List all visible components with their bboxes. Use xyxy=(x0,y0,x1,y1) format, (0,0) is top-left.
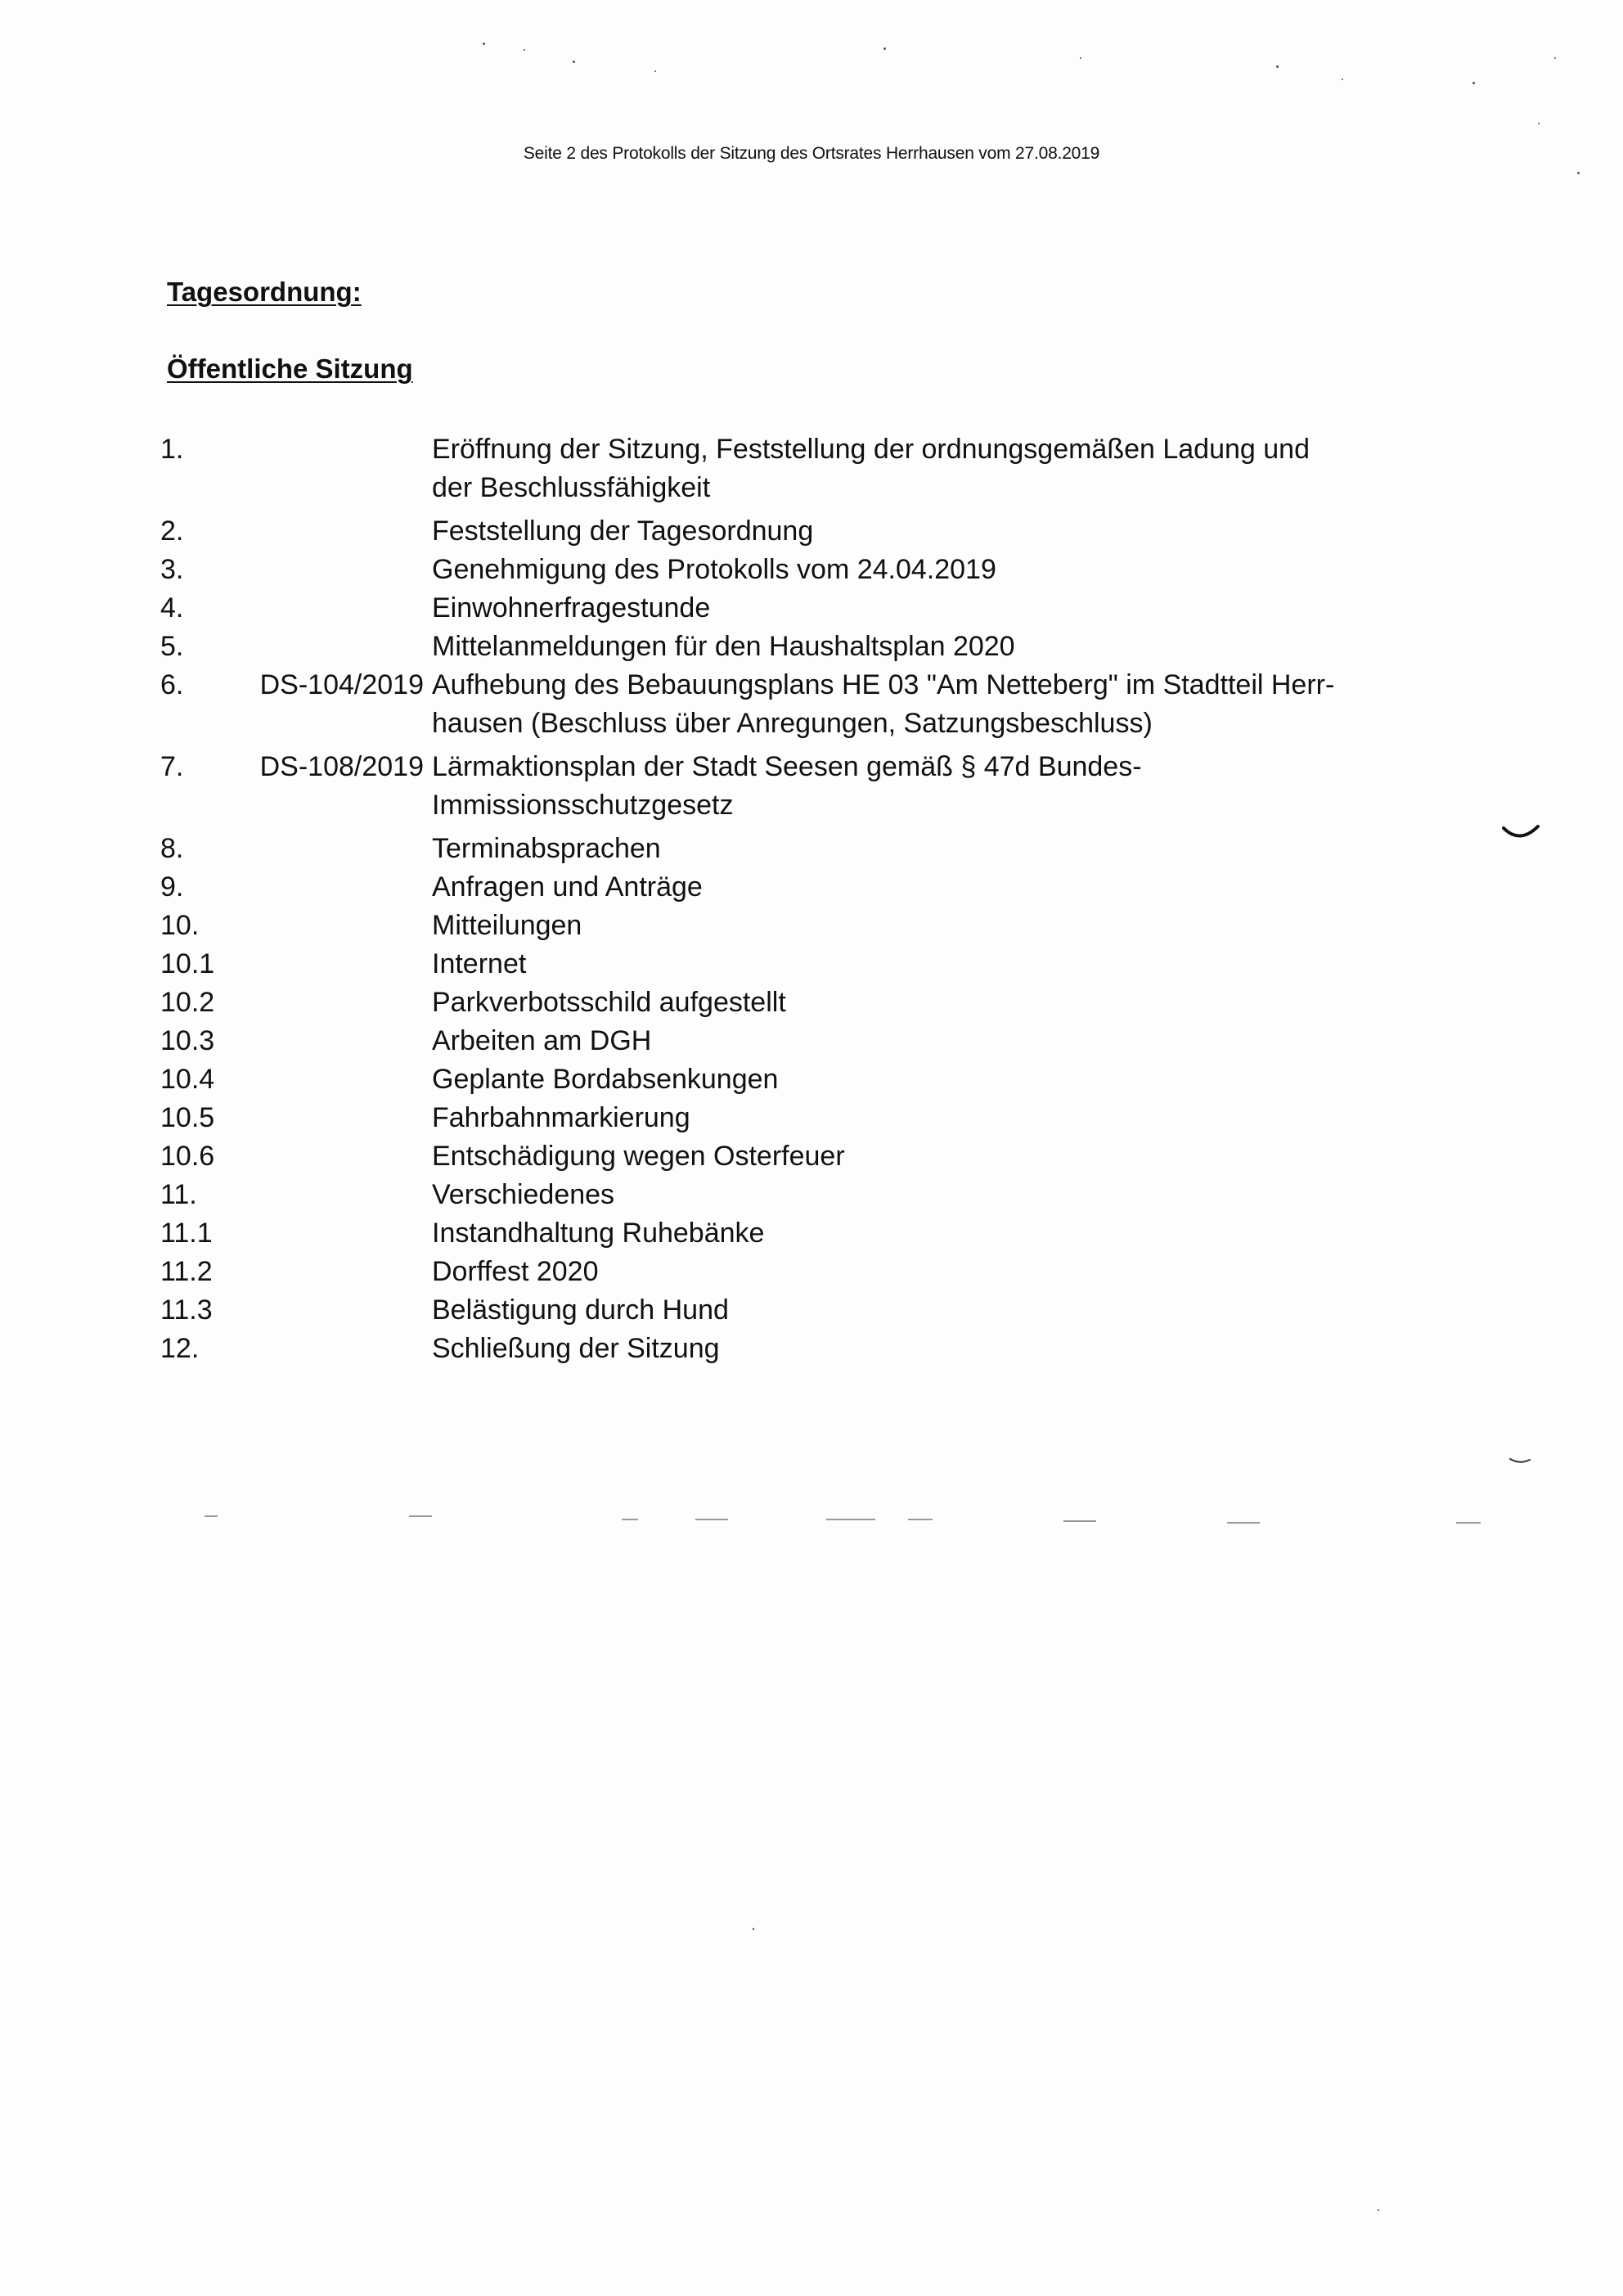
scan-mark-curve xyxy=(1502,825,1540,843)
agenda-item-number: 9. xyxy=(160,871,184,903)
agenda-item-title: Fahrbahnmarkierung xyxy=(432,1102,690,1133)
agenda-heading: Tagesordnung: xyxy=(167,277,362,307)
agenda-item xyxy=(160,868,1436,907)
agenda-item-title: Mitteilungen xyxy=(432,910,582,941)
agenda-item xyxy=(160,1214,1436,1253)
agenda-item xyxy=(160,907,1436,945)
agenda-item xyxy=(160,748,1436,825)
agenda-item-number: 11.3 xyxy=(160,1294,213,1326)
agenda-item-document-ref: DS-104/2019 xyxy=(259,669,424,700)
scan-mark-small xyxy=(1508,1456,1531,1465)
agenda-item-title: Geplante Bordabsenkungen xyxy=(432,1064,779,1095)
agenda-item-title: Arbeiten am DGH xyxy=(432,1025,652,1056)
agenda-item-number: 5. xyxy=(160,631,184,662)
agenda-item-title: Belästigung durch Hund xyxy=(432,1294,729,1326)
agenda-item-number: 11.2 xyxy=(160,1256,213,1287)
agenda-item-number: 10.1 xyxy=(160,948,215,979)
agenda-item xyxy=(160,1137,1436,1176)
agenda-item-title: Aufhebung des Bebauungsplans HE 03 "Am Netteberg" im Stadtteil Herr- hausen (Beschluss über Anregungen, Satzungsbeschluss) xyxy=(432,669,1335,739)
agenda-item-number: 1. xyxy=(160,434,184,465)
agenda-item-title: Eröffnung der Sitzung, Feststellung der ordnungsgemäßen Ladung und der Beschlussfähigkeit xyxy=(432,434,1310,503)
agenda-item xyxy=(160,1099,1436,1137)
agenda-item xyxy=(160,551,1436,589)
agenda-item-number: 10.5 xyxy=(160,1102,215,1133)
agenda-item-number: 10.3 xyxy=(160,1025,215,1056)
agenda-item-document-ref: DS-108/2019 xyxy=(259,751,424,782)
agenda-item-title: Einwohnerfragestunde xyxy=(432,592,711,624)
agenda-item-title: Genehmigung des Protokolls vom 24.04.2019 xyxy=(432,554,996,585)
agenda-item xyxy=(160,512,1436,551)
agenda-item xyxy=(160,430,1436,507)
agenda-item xyxy=(160,1330,1436,1368)
agenda-item-title: Verschiedenes xyxy=(432,1179,615,1210)
agenda-item xyxy=(160,628,1436,666)
agenda-item xyxy=(160,1060,1436,1099)
agenda-item-title: Anfragen und Anträge xyxy=(432,871,703,903)
agenda-item-number: 12. xyxy=(160,1333,200,1364)
agenda-item xyxy=(160,1291,1436,1330)
agenda-list xyxy=(160,430,1436,1368)
agenda-item-number: 2. xyxy=(160,515,184,547)
agenda-item-number: 3. xyxy=(160,554,184,585)
agenda-item xyxy=(160,984,1436,1022)
agenda-item-number: 10.4 xyxy=(160,1064,215,1095)
agenda-item xyxy=(160,589,1436,628)
agenda-item-number: 11.1 xyxy=(160,1218,213,1249)
agenda-item xyxy=(160,945,1436,984)
agenda-item-title: Feststellung der Tagesordnung xyxy=(432,515,814,547)
agenda-item-number: 6. xyxy=(160,669,184,700)
agenda-item-title: Parkverbotsschild aufgestellt xyxy=(432,987,786,1018)
agenda-item xyxy=(160,1253,1436,1291)
agenda-item-title: Terminabsprachen xyxy=(432,833,661,864)
agenda-item-title: Dorffest 2020 xyxy=(432,1256,599,1287)
agenda-item-number: 7. xyxy=(160,751,184,782)
agenda-item-number: 10.6 xyxy=(160,1141,215,1172)
agenda-item xyxy=(160,1176,1436,1214)
agenda-item-title: Entschädigung wegen Osterfeuer xyxy=(432,1141,845,1172)
agenda-item-title: Instandhaltung Ruhebänke xyxy=(432,1218,765,1249)
agenda-item-title: Lärmaktionsplan der Stadt Seesen gemäß § 47d Bundes- Immissionsschutzgesetz xyxy=(432,751,1142,821)
agenda-item-title: Internet xyxy=(432,948,527,979)
agenda-item-number: 10.2 xyxy=(160,987,215,1018)
agenda-item-number: 4. xyxy=(160,592,184,624)
agenda-item xyxy=(160,1022,1436,1060)
agenda-item xyxy=(160,666,1436,743)
agenda-item xyxy=(160,830,1436,868)
agenda-item-number: 11. xyxy=(160,1179,197,1210)
agenda-item-number: 8. xyxy=(160,833,184,864)
public-session-heading: Öffentliche Sitzung xyxy=(167,353,413,384)
agenda-item-title: Schließung der Sitzung xyxy=(432,1333,720,1364)
agenda-item-title: Mittelanmeldungen für den Haushaltsplan 2020 xyxy=(432,631,1015,662)
page-header: Seite 2 des Protokolls der Sitzung des Ortsrates Herrhausen vom 27.08.2019 xyxy=(523,144,1100,163)
agenda-item-number: 10. xyxy=(160,910,200,941)
